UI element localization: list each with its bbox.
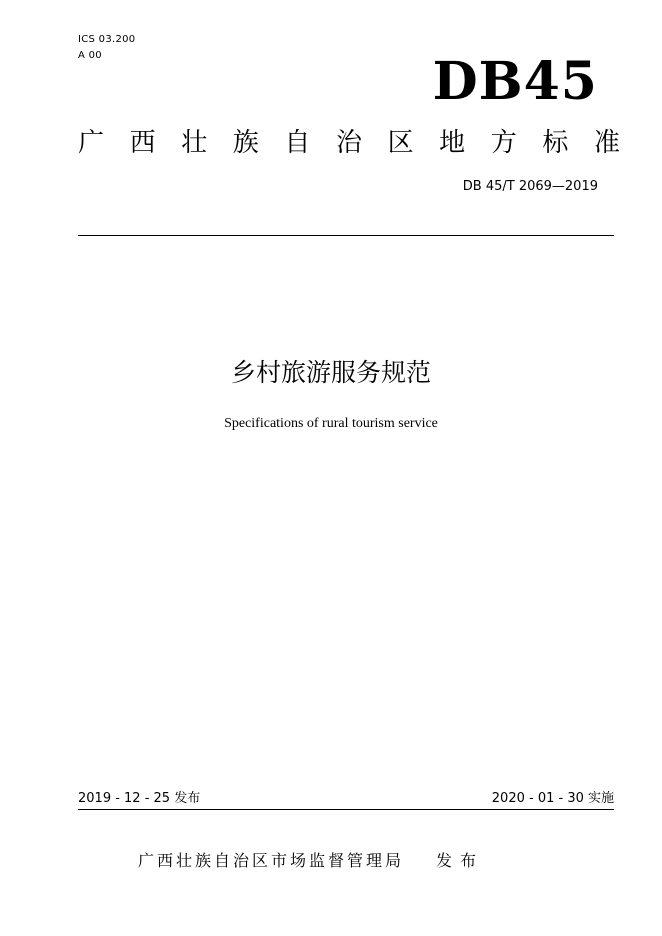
document-title: 乡村旅游服务规范: [230, 358, 431, 387]
standard-title-char: 壮: [181, 128, 208, 158]
standard-title-char: 区: [387, 128, 414, 158]
publisher-line: [138, 850, 538, 872]
publisher-name: 广西壮族自治区市场监督管理局: [138, 851, 405, 870]
standard-title-char: 族: [232, 128, 259, 158]
standard-type-title: [78, 126, 620, 160]
standard-title-char: 标: [542, 128, 569, 158]
header-divider: [78, 235, 614, 236]
standard-title-char: 广: [78, 128, 105, 158]
publisher-action: 发布: [436, 851, 485, 870]
effective-date: 2020 - 01 - 30 实施: [491, 791, 614, 806]
standard-number: DB 45/T 2069—2019: [462, 179, 598, 194]
issue-date: 2019 - 12 - 25 发布: [78, 791, 201, 806]
ccs-code: A 00: [78, 50, 102, 61]
ics-code: ICS 03.200: [78, 34, 136, 45]
standard-title-char: 治: [335, 128, 362, 158]
standard-title-char: 自: [284, 128, 311, 158]
standard-title-char: 西: [129, 128, 156, 158]
document-title-english: Specifications of rural tourism service: [224, 416, 438, 431]
date-row: [78, 790, 614, 808]
classification-codes: [78, 32, 135, 64]
standard-title-char: 方: [490, 128, 517, 158]
footer-divider: [78, 809, 614, 810]
db-code-mark: DB45: [432, 51, 598, 112]
standard-title-char: 准: [593, 128, 620, 158]
standard-title-char: 地: [439, 128, 466, 158]
